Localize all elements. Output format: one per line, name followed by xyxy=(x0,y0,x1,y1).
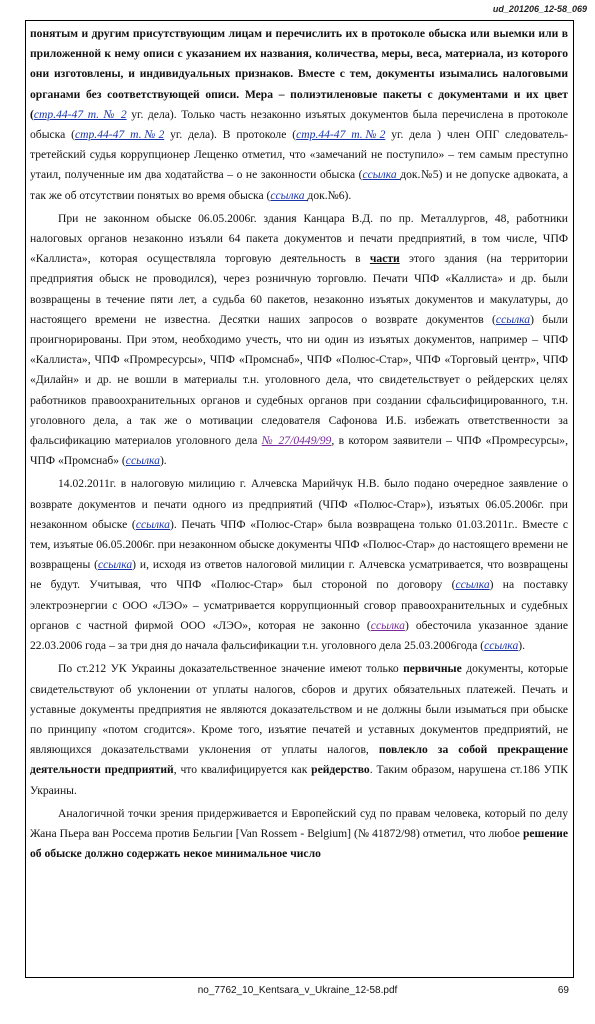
paragraph-text: документы, которые свидетельствуют об уклонении от уплаты налогов, сборов и других обязательных платежей. Печать и уставные документы предприятия не являются доказательством и не должны были изыматься при обыске по принципу «потом сгодится». Кроме того, изъятие печатей и уставных документов предприятий, не являющихся доказательствами уклонения от уплаты налогов, xyxy=(30,662,568,757)
paragraph-text: Аналогичной точки зрения придерживается и Европейский суд по правам человека, который по делу Жана Пьера ван Россема против Бельгии [Van Rossem - Belgium] (№ 41872/98) отметил, что любое xyxy=(30,806,568,840)
paragraph-criminal-code xyxy=(30,659,568,800)
page-number: 69 xyxy=(557,985,569,996)
emphasis-text: повлекло за собой прекращение деятельности предприятий xyxy=(30,743,568,777)
paragraph-text: ). Печать ЧПФ «Полюс-Стар» была возвращена только 01.03.2011г.. Вместе с тем, изъятые 06.05.2006г. при незаконном обыске документы ЧПФ «Полюс-Стар» до настоящего времени не возвращены ( xyxy=(30,517,568,572)
paragraph-text: ) на поставку электроэнергии с ООО «ЛЭО» – усматривается коррупционный сговор правоохранительных и судебных органов с частной фирмой ООО «ЛЭО», которая не законно ( xyxy=(30,578,568,632)
paragraph-text: уг. дела). В протоколе ( xyxy=(164,128,297,142)
paragraph-text: ) обесточила указанное здание 22.03.2006 года – за три дня до начала фальсификации т.н. уголовного дела 25.03.2006года ( xyxy=(30,618,568,653)
paragraph-text: уг. дела). Только часть незаконно изъятых документов была перечислена в протоколе обыска ( xyxy=(30,107,568,142)
footer-filename: no_7762_10_Kentsara_v_Ukraine_12-58.pdf xyxy=(197,985,398,996)
case-file-link[interactable]: стр.44-47 т.№2 xyxy=(296,128,386,142)
paragraph-text: понятым и другим присутствующим лицам и перечислить их в протоколе обыска или выемки или в приложенной к нему описи с указанием их названия, количества, меры, веса, материала, из которого они изготовлены, и индивидуальных признаков. Вместе с тем, документы изымались налоговыми органами без соответствующей описи. Мера – полиэтиленовые пакеты с документами и их цвет ( xyxy=(30,27,568,121)
reference-link[interactable]: ссылка xyxy=(455,578,490,592)
case-file-link[interactable]: стр.44-47 т. № 2 xyxy=(33,107,127,121)
page-footer xyxy=(0,985,595,1003)
criminal-case-link[interactable]: № 27/0449/99 xyxy=(261,434,332,448)
document-body xyxy=(30,24,568,867)
paragraph-search-protocol xyxy=(30,24,568,206)
reference-link[interactable]: ссылка xyxy=(370,618,405,632)
case-file-link[interactable]: стр.44-47 т.№2 xyxy=(74,128,165,142)
reference-link[interactable]: ссылка xyxy=(135,517,170,531)
reference-link[interactable]: ссылка xyxy=(125,454,160,468)
reference-link[interactable]: ссылка xyxy=(270,188,308,202)
emphasis-text: решение об обыске должно содержать некое минимальное число xyxy=(30,826,568,861)
emphasis-text: рейдерство xyxy=(311,763,370,777)
paragraph-text: док.№6). xyxy=(307,188,352,202)
paragraph-text: ). xyxy=(159,454,167,468)
paragraph-illegal-search xyxy=(30,209,568,472)
paragraph-text: . Таким образом, нарушена ст.186 УПК Украины. xyxy=(30,763,568,797)
reference-link[interactable]: ссылка xyxy=(495,312,531,326)
paragraph-text: уг. дела ) член ОПГ следователь-третейский судья коррупционер Лещенко отметил, что «замечаний не поступило» – тем самым преступно утаил, полученные им два ходатайства – о не законности обыска ( xyxy=(30,128,568,182)
paragraph-text: , что квалифицируется как xyxy=(173,763,312,777)
reference-link[interactable]: ссылка xyxy=(98,558,133,572)
paragraph-text: По ст.212 УК Украины доказательственное значение имеют только xyxy=(58,662,404,676)
reference-link[interactable]: ссылка xyxy=(362,168,401,182)
paragraph-text: ) были проигнорированы. При этом, необходимо учесть, что ни один из изъятых документов, например – ЧПФ «Каллиста», ЧПФ «Промресурсы», ЧПФ «Промснаб», ЧПФ «Полюс-Стар», ЧПФ «Торговый центр», ЧПФ «Дилайн» и др. не вошли в материалы т.н. уголовного дела, что свидетельствует о рейдерских целях работников правоохранительных органов и судебных органов при создании сфальсифицированного, т.н. уголовного дела, а так же о мотивации следователя Сафонова И.Б. избежать ответственности за фальсификацию материалов уголовного дела xyxy=(30,312,568,448)
paragraph-text: При не законном обыске 06.05.2006г. здания Канцара В.Д. по пр. Металлургов, 48, работники налоговых органов незаконно изъяли 64 пакета документов и печати предприятий, в том числе, ЧПФ «Каллиста», которая осуществляла торговую деятельность в xyxy=(30,211,568,266)
paragraph-text: 14.02.2011г. в налоговую милицию г. Алчевска Марийчук Н.В. было подано очередное заявление о возврате документов и печати одного из предприятий (ЧПФ «Полюс-Стар»), изъятых 06.05.2006г. при незаконном обыске ( xyxy=(30,477,568,531)
paragraph-text: ). xyxy=(518,639,526,653)
page-frame-bottom xyxy=(25,977,574,978)
paragraph-text: этого здания (на территории предприятия обыск не проводился), через розничную торговлю. Печати ЧПФ «Каллиста» и др. были возвращены в течение пяти лет, а судьба 60 пакетов, незаконно изъятых документов и макулатуры, до настоящего времени не известна. Десятки наших запросов о возврате документов ( xyxy=(30,252,569,326)
paragraph-text: док.№5) и не допуске адвоката, а так же об отсутствии понятых во время обыска ( xyxy=(30,168,569,202)
reference-link[interactable]: ссылка xyxy=(484,639,519,653)
paragraph-european-court xyxy=(30,804,568,865)
emphasis-text: первичные xyxy=(403,662,462,676)
paragraph-return-request xyxy=(30,474,568,656)
emphasis-text: части xyxy=(369,252,400,266)
paragraph-text: ) и, исходя из ответов налоговой милиции г. Алчевска усматривается, что возвращены не будут. Учитывая, что ЧПФ «Полюс-Стар» был стороной по договору ( xyxy=(30,558,568,592)
document-id: ud_201206_12-58_069 xyxy=(492,4,587,14)
paragraph-text: , в котором заявители – ЧПФ «Промресурсы», ЧПФ «Промснаб» ( xyxy=(30,434,568,468)
